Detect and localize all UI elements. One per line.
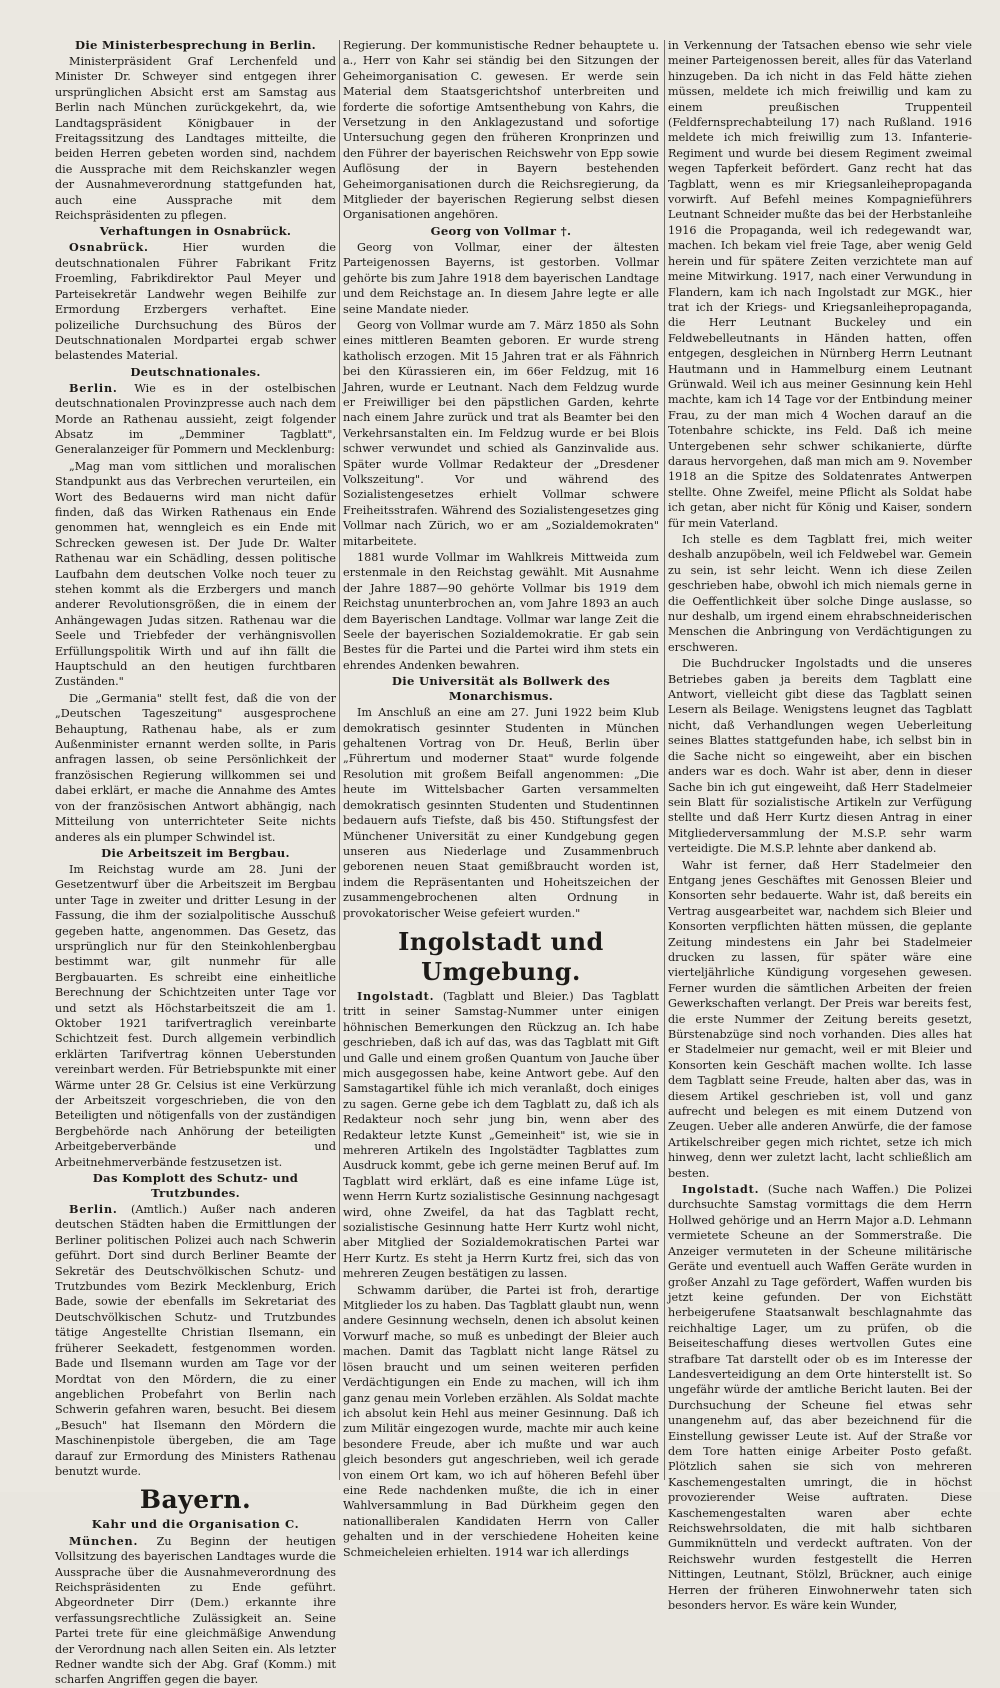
column-2 [343, 38, 659, 1559]
dateline: München. [69, 1533, 139, 1548]
dateline: Ingolstadt. [357, 988, 435, 1003]
article-paragraph: Regierung. Der kommunistische Redner behauptete u. a., Herr von Kahr sei ständig bei den Sitzungen der Geheimorganisation C. gewesen. Er werde sein Material dem Staatsgerichtshof unterbreiten und forderte die sofortige Amtsenthebung von Kahrs, die Versetzung in den Anklagezustand und sofortige Untersuchung gegen den früheren Kronprinzen und den Führer der bayerischen Reichswehr von Epp sowie Auflösung der in Bayern bestehenden Geheimorganisationen durch die Reichsregierung, da Mitglieder der bayerischen Regierung selbst diesen Organisationen angehören. [343, 39, 659, 222]
article-paragraph: Georg von Vollmar wurde am 7. März 1850 als Sohn eines mittleren Beamten geboren. Er wurde streng katholisch erzogen. Mit 15 Jahren trat er als Fähnrich bei den Kürassieren ein, im 66er Feldzug, mit 16 Jahren, wurde er Leutnant. Nach dem Feldzug wurde er Freiwilliger bei den päpstlichen Garden, kehrte nach einem Jahre zurück und trat als Beamter bei den Verkehrsanstalten ein. Im Feldzug wurde er bei Blois schwer verwundet und schied als Ganzinvalide aus. Später wurde Vollmar Redakteur der „Dresdener Volkszeitung". Vor und während des Sozialistengesetzes erhielt Vollmar schwere Freiheitsstrafen. Während des Sozialistengesetzes ging Vollmar nach Zürich, wo er am „Sozialdemokraten" mitarbeitete. [343, 318, 659, 548]
subheadline: Kahr und die Organisation C. [91, 1517, 300, 1532]
headline: Deutschnationales. [130, 364, 261, 379]
headline: Die Arbeitszeit im Bergbau. [101, 845, 290, 860]
headline: Die Universität als Bollwerk des Monarchismus. [391, 674, 611, 704]
article-paragraph [55, 1534, 336, 1688]
article-paragraph: Die Buchdrucker Ingolstadts und die unseres Betriebes gaben ja bereits dem Tagblatt eine Antwort, vielleicht gibt diese das Tagblatt seinen Lesern als Beilage. Wenigstens leugnet das Tagblatt nicht, daß Verhandlungen wegen Ueberleitung seines Blattes stattgefunden habe, ich selbst bin in die Sache nicht so eingeweiht, aber ein bischen anders war es doch. Wahr ist aber, denn in dieser Sache bin ich gut eingeweiht, daß Herr Stadelmeier sein Blatt für sozialistische Artikeln zur Verfügung stellte und daß Herr Kurtz diesen Antrag in einer Mitgliederversammlung der M.S.P. sehr warm verteidigte. Die M.S.P. lehnte aber dankend ab. [668, 657, 972, 856]
article-paragraph: Georg von Vollmar, einer der ältesten Parteigenossen Bayerns, ist gestorben. Vollmar gehörte bis zum Jahre 1918 dem bayerischen Landtage und dem Reichstage an. In diesem Jahre legte er alle seine Mandate nieder. [343, 240, 659, 316]
article-paragraph: Im Anschluß an eine am 27. Juni 1922 beim Klub demokratisch gesinnter Studenten in München gehaltenen Vortrag von Dr. Heuß, Berlin über „Führertum und moderner Staat" wurde folgende Resolution mit großem Beifall angenommen: „Die heute im Wittelsbacher Garten versammelten demokratisch gesinnten Studenten und Studentinnen bedauern aufs Tiefste, daß bis 450. Stiftungsfest der Münchener Universität zu einer Kundgebung gegen unseren aus Niederlage und Zusammenbruch geborenen neuen Staat gemißbraucht worden ist, indem die Repräsentanten und Hoheitszeichen der zusammengebrochenen alten Ordnung in provokatorischer Weise gefeiert wurden." [343, 706, 659, 920]
article-paragraph: in Verkennung der Tatsachen ebenso wie sehr viele meiner Parteigenossen bereit, alles für das Vaterland hinzugeben. Da ich nicht in das Feld hätte ziehen müssen, meldete ich mich freiwillig und kam zu einem preußischen Truppenteil (Feldfernsprechabteilung 17) nach Rußland. 1916 meldete ich mich freiwillig zum 13. Infanterie-Regiment und wurde bei diesem Regiment zweimal wegen Tapferkeit befördert. Ganz recht hat das Tagblatt, wenn es mir Kriegsanleihepropaganda vorwirft. Auf Befehl meines Kompagnieführers Leutnant Schneider mußte das bei der Herbstanleihe 1916 die Propaganda, weil ich redegewandt war, machen. Ich bekam viel freie Tage, aber wenig Geld herein und für spätere Zeiten verzichtete man auf meine Mitwirkung. 1917, nach einer Verwundung in Flandern, kam ich nach Ingolstadt zur MGK., hier trat ich der Kriegs- und Kriegsanleihepropaganda, die Herr Leutnant Buckeley und ein Feldwebelleutnants in Händen hatten, offen entgegen, desgleichen in Nürnberg Herrn Leutnant Hautmann und in Hammelburg einem Leutnant Grünwald. Weil ich aus meiner Gesinnung kein Hehl machte, kam ich 14 Tage vor der Entbindung meiner Frau, zu der man mich 4 Wochen darauf an die Totenbahre schickte, ins Feld. Daß ich meine Untergebenen sehr schwer schikanierte, dürfte daraus hervorgehen, daß man mich am 9. November 1918 an die Spitze des Soldatenrates Antwerpen stellte. Ohne Zweifel, meine Pflicht als Soldat habe ich getan, aber nicht für König und Kaiser, sondern für mein Vaterland. [668, 39, 972, 530]
dateline: Osnabrück. [69, 240, 149, 255]
dateline: Ingolstadt. [682, 1182, 760, 1197]
column-rule [339, 40, 340, 1480]
paragraph-text: Wie es in der ostelbischen deutschnationalen Provinzpresse auch nach dem Morde an Rathenau aussieht, zeigt folgender Absatz im „Demminer Tagblatt", Generalanzeiger für Pommern und Mecklenburg: [55, 381, 336, 457]
headline: Georg von Vollmar †. [430, 223, 572, 238]
paragraph-text: Zu Beginn der heutigen Vollsitzung des bayerischen Landtages wurde die Aussprache über die Ausnahmeverordnung des Reichspräsidenten zu Ende geführt. Abgeordneter Dirr (Dem.) erkannte ihre verfassungsrechtliche Zulässigkeit an. Seine Partei trete für eine gleichmäßige Anwendung der Verordnung nach allen Seiten ein. Als letzter Redner wandte sich der Abg. Graf (Komm.) mit scharfen Angriffen gegen die bayer. [55, 1534, 336, 1687]
column-3 [668, 38, 972, 1613]
headline: Verhaftungen in Osnabrück. [99, 224, 292, 239]
paragraph-text: (Suche nach Waffen.) Die Polizei durchsuchte Samstag vormittags die dem Herrn Hollwed gehörige und an Herrn Major a.D. Lehmann vermietete Scheune an der Sommerstraße. Die Anzeiger vermuteten in der Scheune militärische Geräte und eventuell auch Waffen Geräte wurden in großer Anzahl zu Tage gefördert, Waffen wurden bis jetzt keine gefunden. Der von Eichstätt herbeigerufene Staatsanwalt beschlagnahmte das reichhaltige Lager, um zu prüfen, ob die Beiseiteschaffung dieses wertvollen Gutes eine strafbare Tat darstellt oder ob es im Interesse der Landesverteidigung an dem Orte hinterstellt ist. So ungefähr würde der amtliche Bericht lauten. Bei der Durchsuchung der Scheune fiel etwas sehr unangenehm auf, das aber bezeichnend für die Einstellung gewisser Leute ist. Auf der Straße vor dem Tore hatten einige Arbeiter Posto gefaßt. Plötzlich sahen sie sich von mehreren Kaschemengestalten umringt, die in höchst provozierender Weise auftraten. Diese Kaschemengestalten waren aber echte Reichswehrsoldaten, die mit halb sichtbaren Gummiknütteln und verdeckt auftraten. Von der Reichswehr wurden festgestellt die Herren Nittingen, Leutnant, Stölzl, Brückner, auch einige Herren der früheren Einwohnerwehr taten sich besonders hervor. Es wäre kein Wunder, [668, 1183, 972, 1613]
paragraph-text: (Amtlich.) Außer nach anderen deutschen Städten haben die Ermittlungen der Berliner politischen Polizei auch nach Schwerin geführt. Dort sind durch Berliner Beamte der Sekretär des Deutschvölkischen Schutz- und Trutzbundes vom Bezirk Mecklenburg, Erich Bade, sowie der ebenfalls im Sekretariat des Deutschvölkischen Schutz- und Trutzbundes tätige Angestellte Christian Ilsemann, ein früherer Seekadett, festgenommen worden. Bade und Ilsemann wurden am Tage vor der Mordtat von den Mördern, die zu einer angeblichen Probefahrt von Berlin nach Schwerin gefahren waren, besucht. Bei diesem „Besuch" hat Ilsemann den Mördern die Maschinenpistole übergeben, die am Tage darauf zur Ermordung des Ministers Rathenau benutzt wurde. [55, 1203, 337, 1478]
article-paragraph: Schwamm darüber, die Partei ist froh, derartige Mitglieder los zu haben. Das Tagblatt glaubt nun, wenn andere Gesinnung wechseln, denen ich absolut keinen Vorwurf mache, so muß es unbedingt der Bleier auch machen. Damit das Tagblatt nicht lange Rätsel zu lösen braucht und um seinen weiteren perfiden Verdächtigungen ein Ende zu machen, will ich ihm ganz genau mein Vorleben erzählen. Als Soldat machte ich absolut kein Hehl aus meiner Gesinnung. Daß ich zum Militär eingezogen wurde, machte mir auch keine besondere Freude, aber ich mußte und war auch gleich besonders gut angeschrieben, weil ich gerade von einem Ort kam, wo ich auf höheren Befehl über eine Rede nachdenken mußte, die ich in einer Wahlversammlung in Bad Dürkheim gegen den nationalliberalen Kandidaten Herrn von Caller gehalten und in der verschiedene Hoheiten keine Schmeicheleien erhielten. 1914 war ich allerdings [343, 1283, 659, 1559]
section-title: Bayern. [139, 1485, 252, 1515]
article-paragraph [55, 381, 336, 458]
paragraph-text: (Tagblatt und Bleier.) Das Tagblatt tritt in seiner Samstag-Nummer unter einigen höhnischen Bemerkungen den Rückzug an. Ich habe geschrieben, daß ich auf das, was das Tagblatt mit Gift und Galle und einem großen Quantum von Jauche über mich ausgegossen habe, keine Antwort gebe. Auf den Samstagartikel fühle ich mich veranlaßt, doch einiges zu sagen. Gerne gebe ich dem Tagblatt zu, daß ich als Redakteur noch sehr jung bin, wenn aber des Redakteur letzte Kunst „Gemeinheit" ist, wie sie in mehreren Artikeln des Ingolstädter Tagblattes zum Ausdruck kommt, gebe ich gerne meinen Beruf auf. Im Tagblatt wird erklärt, daß es eine infame Lüge ist, wenn Herrn Kurtz sozialistische Gesinnung nachgesagt wird, ohne Zweifel, da hat das Tagblatt recht, sozialistische Gesinnung hatte Herr Kurtz wohl nicht, aber Mitglied der Sozialdemokratischen Partei war Herr Kurtz. Es steht ja Herrn Kurtz frei, sich das von mehreren Zeugen bestätigen zu lassen. [343, 989, 659, 1281]
headline: Die Ministerbesprechung in Berlin. [74, 38, 317, 52]
dateline: Berlin. [69, 1202, 118, 1217]
article-paragraph: 1881 wurde Vollmar im Wahlkreis Mittweida zum erstenmale in den Reichstag gewählt. Mit Ausnahme der Jahre 1887—90 gehörte Vollmar bis 1919 dem Reichstag ununterbrochen an, vom Jahre 1893 an auch dem Bayerischen Landtage. Vollmar war lange Zeit die Seele der bayerischen Sozialdemokratie. Er gab sein Bestes für die Partei und die Partei wird ihm stets ein ehrendes Andenken bewahren. [343, 551, 659, 672]
article-paragraph [668, 1182, 972, 1613]
article-paragraph [343, 989, 659, 1282]
column-1 [55, 38, 337, 1687]
dateline: Berlin. [69, 380, 118, 395]
article-paragraph: „Mag man vom sittlichen und moralischen Standpunkt aus das Verbrechen verurteilen, ein Wort des Bedauerns wird man nicht dafür finden, daß das Wirken Rathenaus ein Ende genommen hat, wenngleich es ein Ende mit Schrecken gewesen ist. Der Jude Dr. Walter Rathenau war ein Schädling, dessen politische Laufbahn dem deutschen Volke noch teuer zu stehen kommt als die Erzbergers und manch anderer Revolutionsgrößen, die in einem der Anhängewagen Judas sitzen. Rathenau war die Seele und Triebfeder der verhängnisvollen Erfüllungspolitik Wirth und auf ihn fällt die Hauptschuld an den heutigen furchtbaren Zuständen." [55, 459, 336, 689]
article-paragraph: Wahr ist ferner, daß Herr Stadelmeier den Entgang jenes Geschäftes mit Genossen Bleier und Konsorten sehr bedauerte. Wahr ist, daß bereits ein Vertrag ausgearbeitet war, nachdem sich Bleier und Konsorten verpflichten hätten müssen, die geplante Zeitung mindestens ein Jahr bei Stadelmeier drucken zu lassen, für später wäre eine vierteljährliche Kündigung vorgesehen gewesen. Ferner wurden die sämtlichen Arbeiten der freien Gewerkschaften verlangt. Der Preis war bereits fest, die erste Nummer der Zeitung bereits gesetzt, Bürstenabzüge sind noch vorhanden. Dies alles hat er Stadelmeier nur gemacht, weil er mit Bleier und Konsorten kein Geschäft machen wollte. Ich lasse dem Tagblatt seine Freude, halten aber das, was in diesem Artikel geschrieben ist, voll und ganz aufrecht und belegen es mit einem Dutzend von Zeugen. Ueber alle anderen Anwürfe, die der famose Artikelschreiber gegen mich richtet, setze ich mich hinweg, denn wer zuletzt lacht, lacht schließlich am besten. [668, 858, 972, 1180]
article-paragraph: Ich stelle es dem Tagblatt frei, mich weiter deshalb anzupöbeln, weil ich Feldwebel war. Gemein zu sein, ist sehr leicht. Wenn ich diese Zeilen geschrieben habe, obwohl ich mich niemals gerne in die Oeffentlichkeit über solche Dinge auslasse, so nur deshalb, um irgend einem ehrabschneiderischen Menschen die Anbringung von Verdächtigungen zu erschweren. [668, 533, 972, 654]
article-paragraph [55, 240, 336, 363]
article-paragraph: Ministerpräsident Graf Lerchenfeld und Minister Dr. Schweyer sind entgegen ihrer ursprünglichen Absicht erst am Samstag aus Berlin nach München zurückgekehrt, da, wie Landtagspräsident Königbauer in der Freitagssitzung des Landtages mitteilte, die beiden Herren gebeten worden sind, nachdem die Aussprache mit dem Reichskanzler wegen der Ausnahmeverordnung stattgefunden hat, auch eine Aussprache mit dem Reichspräsidenten zu pflegen. [55, 55, 336, 223]
headline: Das Komplott des Schutz- und Trutzbundes. [92, 1171, 299, 1201]
article-paragraph: Die „Germania" stellt fest, daß die von der „Deutschen Tageszeitung" ausgesprochene Behauptung, Rathenau habe, als er zum Außenminister ernannt werden sollte, in Paris anfragen lassen, ob seine Persönlichkeit der französischen Regierung willkommen sei und dabei erklärt, er mache die Annahme des Amtes von der französischen Antwort abhängig, nach Mitteilung von unterrichteter Seite nichts anderes als ein plumper Schwindel ist. [55, 691, 336, 844]
paragraph-text: Hier wurden die deutschnationalen Führer Fabrikant Fritz Froemling, Fabrikdirektor Paul Meyer und Parteisekretär Landwehr wegen Beihilfe zur Ermordung Erzbergers verhaftet. Eine polizeiliche Durchsuchung des Büros der Deutschnationalen Mordpartei ergab schwer belastendes Material. [55, 241, 336, 363]
article-paragraph: Im Reichstag wurde am 28. Juni der Gesetzentwurf über die Arbeitszeit im Bergbau unter Tage in zweiter und dritter Lesung in der Fassung, die ihm der sozialpolitische Ausschuß gegeben hatte, angenommen. Das Gesetz, das ursprünglich nur für den Steinkohlenbergbau bestimmt war, gilt nunmehr für alle Bergbauarten. Es schreibt eine einheitliche Berechnung der Schichtzeiten unter Tage vor und setzt als Höchstarbeitszeit die am 1. Oktober 1921 tarifvertraglich vereinbarte Schichtzeit fest. Durch allgemein verbindlich erklärten Tarifvertrag können Ueberstunden vereinbart werden. Für Betriebspunkte mit einer Wärme unter 28 Gr. Celsius ist eine Verkürzung der Arbeitszeit vorgeschrieben, die von den Beteiligten und nötigenfalls von der zuständigen Bergbehörde nach Anhörung der beteiligten Arbeitgeberverbände und Arbeitnehmerverbände festzusetzen ist. [55, 862, 336, 1169]
column-rule [664, 40, 665, 1480]
section-title: Ingolstadt und Umgebung. [398, 926, 604, 986]
article-paragraph [55, 1202, 336, 1479]
